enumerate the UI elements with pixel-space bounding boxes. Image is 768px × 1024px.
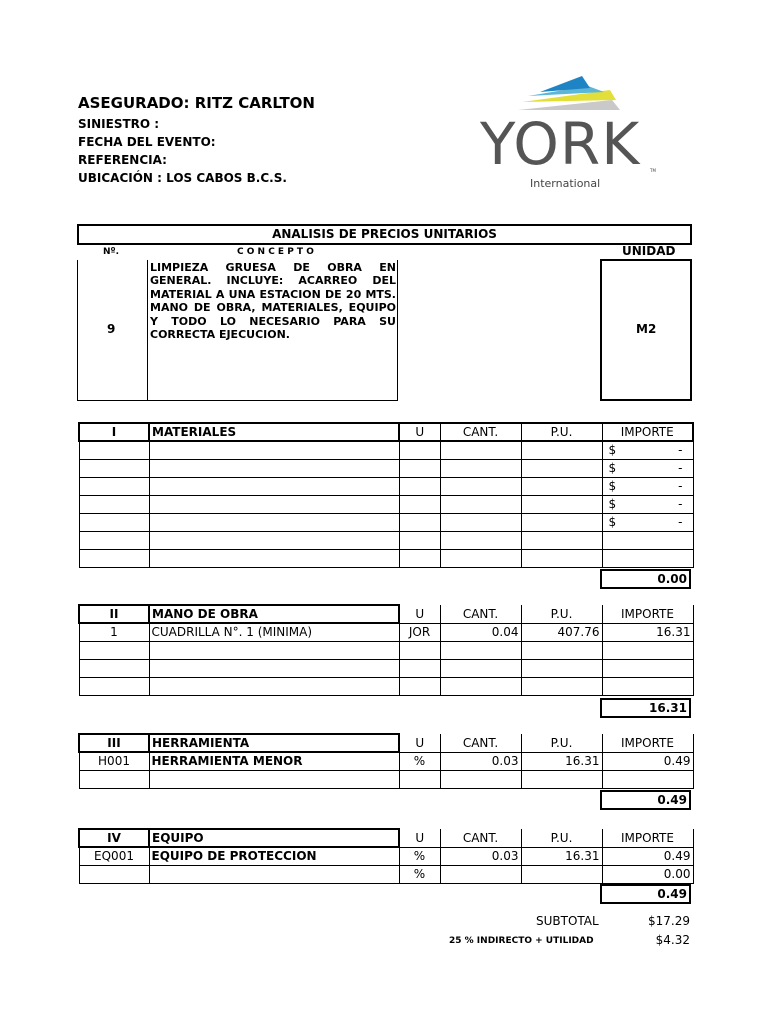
materiales-importe-cell: $ - — [602, 513, 693, 531]
row-u: JOR — [399, 623, 440, 641]
logo-subtitle: International — [530, 177, 601, 190]
mano-obra-col-importe: IMPORTE — [602, 605, 693, 623]
equipo-table — [78, 828, 694, 884]
row-importe: 0.49 — [602, 847, 693, 865]
herramienta-col-pu: P.U. — [521, 734, 602, 752]
analysis-title: ANALISIS DE PRECIOS UNITARIOS — [272, 227, 497, 241]
materiales-importe-cell: $ - — [602, 477, 693, 495]
row-desc: HERRAMIENTA MENOR — [149, 752, 399, 770]
herramienta-col-importe: IMPORTE — [602, 734, 693, 752]
row-no: H001 — [79, 752, 149, 770]
herramienta-num: III — [79, 734, 149, 752]
materiales-importe-cell: $ - — [602, 459, 693, 477]
table-row — [79, 623, 693, 641]
equipo-total: 0.49 — [600, 884, 691, 904]
row-no: EQ001 — [79, 847, 149, 865]
row-cant: 0.04 — [440, 623, 521, 641]
row-cant: 0.03 — [440, 752, 521, 770]
materiales-col-importe: IMPORTE — [602, 423, 693, 441]
mano-obra-num: II — [79, 605, 149, 623]
mano-obra-header-row — [79, 605, 693, 623]
row-cant: 0.03 — [440, 847, 521, 865]
equipo-col-u: U — [399, 829, 440, 847]
table-row — [79, 770, 693, 788]
row-importe: 16.31 — [602, 623, 693, 641]
row-desc: CUADRILLA N°. 1 (MINIMA) — [149, 623, 399, 641]
fecha-evento-label: FECHA DEL EVENTO: — [78, 135, 216, 149]
subtotal-label: SUBTOTAL — [536, 914, 599, 928]
row-pu: 16.31 — [521, 752, 602, 770]
materiales-header-row — [79, 423, 693, 441]
row-importe: 0.00 — [602, 865, 693, 883]
mano-obra-col-pu: P.U. — [521, 605, 602, 623]
herramienta-label: HERRAMIENTA — [149, 734, 399, 752]
equipo-label: EQUIPO — [149, 829, 399, 847]
table-row — [79, 549, 693, 567]
logo-tm: TM — [650, 168, 656, 173]
row-pu: 407.76 — [521, 623, 602, 641]
indirecto-value: $4.32 — [655, 933, 690, 947]
row-desc: EQUIPO DE PROTECCION — [149, 847, 399, 865]
subtotal-value: $17.29 — [648, 914, 690, 928]
row-importe: 0.49 — [602, 752, 693, 770]
herramienta-header-row — [79, 734, 693, 752]
item-unit: M2 — [636, 322, 657, 336]
row-pu: 16.31 — [521, 847, 602, 865]
table-row — [79, 641, 693, 659]
herramienta-table — [78, 733, 694, 789]
equipo-header-row — [79, 829, 693, 847]
equipo-col-pu: P.U. — [521, 829, 602, 847]
item-description: LIMPIEZA GRUESA DE OBRA EN GENERAL. INCLUYE: ACARREO DEL MATERIAL A UNA ESTACION DE 20 MTS. MANO DE OBRA, MATERIALES, EQUIPO Y TODO LO NECESARIO PARA SU CORRECTA EJECUCION. — [150, 261, 396, 342]
materiales-col-pu: P.U. — [521, 423, 602, 441]
col-no-header: Nº. — [103, 247, 120, 257]
equipo-num: IV — [79, 829, 149, 847]
york-logo — [470, 70, 670, 195]
insured-title: ASEGURADO: RITZ CARLTON — [78, 94, 315, 112]
materiales-col-cant: CANT. — [440, 423, 521, 441]
mano-obra-col-cant: CANT. — [440, 605, 521, 623]
table-row — [79, 441, 693, 459]
equipo-col-cant: CANT. — [440, 829, 521, 847]
table-row — [79, 847, 693, 865]
materiales-total: 0.00 — [600, 569, 691, 589]
mano-obra-col-u: U — [399, 605, 440, 623]
row-u: % — [399, 865, 440, 883]
siniestro-label: SINIESTRO : — [78, 117, 160, 131]
item-number: 9 — [107, 322, 116, 336]
logo-wordmark: YORK — [480, 110, 641, 178]
col-unidad-header: UNIDAD — [622, 244, 676, 258]
materiales-table — [78, 422, 694, 568]
materiales-importe-cell: $ - — [602, 495, 693, 513]
table-row — [79, 531, 693, 549]
equipo-col-importe: IMPORTE — [602, 829, 693, 847]
indirecto-label: 25 % INDIRECTO + UTILIDAD — [449, 936, 594, 946]
row-no: 1 — [79, 623, 149, 641]
referencia-label: REFERENCIA: — [78, 153, 167, 167]
herramienta-total: 0.49 — [600, 790, 691, 810]
mano-obra-total: 16.31 — [600, 698, 691, 718]
herramienta-col-cant: CANT. — [440, 734, 521, 752]
herramienta-col-u: U — [399, 734, 440, 752]
table-row — [79, 477, 693, 495]
table-row — [79, 659, 693, 677]
materiales-importe-cell: $ - — [602, 441, 693, 459]
table-row — [79, 459, 693, 477]
materiales-col-u: U — [399, 423, 440, 441]
row-u: % — [399, 847, 440, 865]
row-u: % — [399, 752, 440, 770]
materiales-num: I — [79, 423, 149, 441]
materiales-label: MATERIALES — [149, 423, 399, 441]
mano-obra-table — [78, 604, 694, 696]
table-row — [79, 752, 693, 770]
ubicacion-label: UBICACIÓN : LOS CABOS B.C.S. — [78, 171, 287, 185]
table-row — [79, 513, 693, 531]
table-row — [79, 495, 693, 513]
table-row — [79, 677, 693, 695]
table-row — [79, 865, 693, 883]
col-concepto-header: C O N C E P T O — [237, 247, 314, 257]
mano-obra-label: MANO DE OBRA — [149, 605, 399, 623]
